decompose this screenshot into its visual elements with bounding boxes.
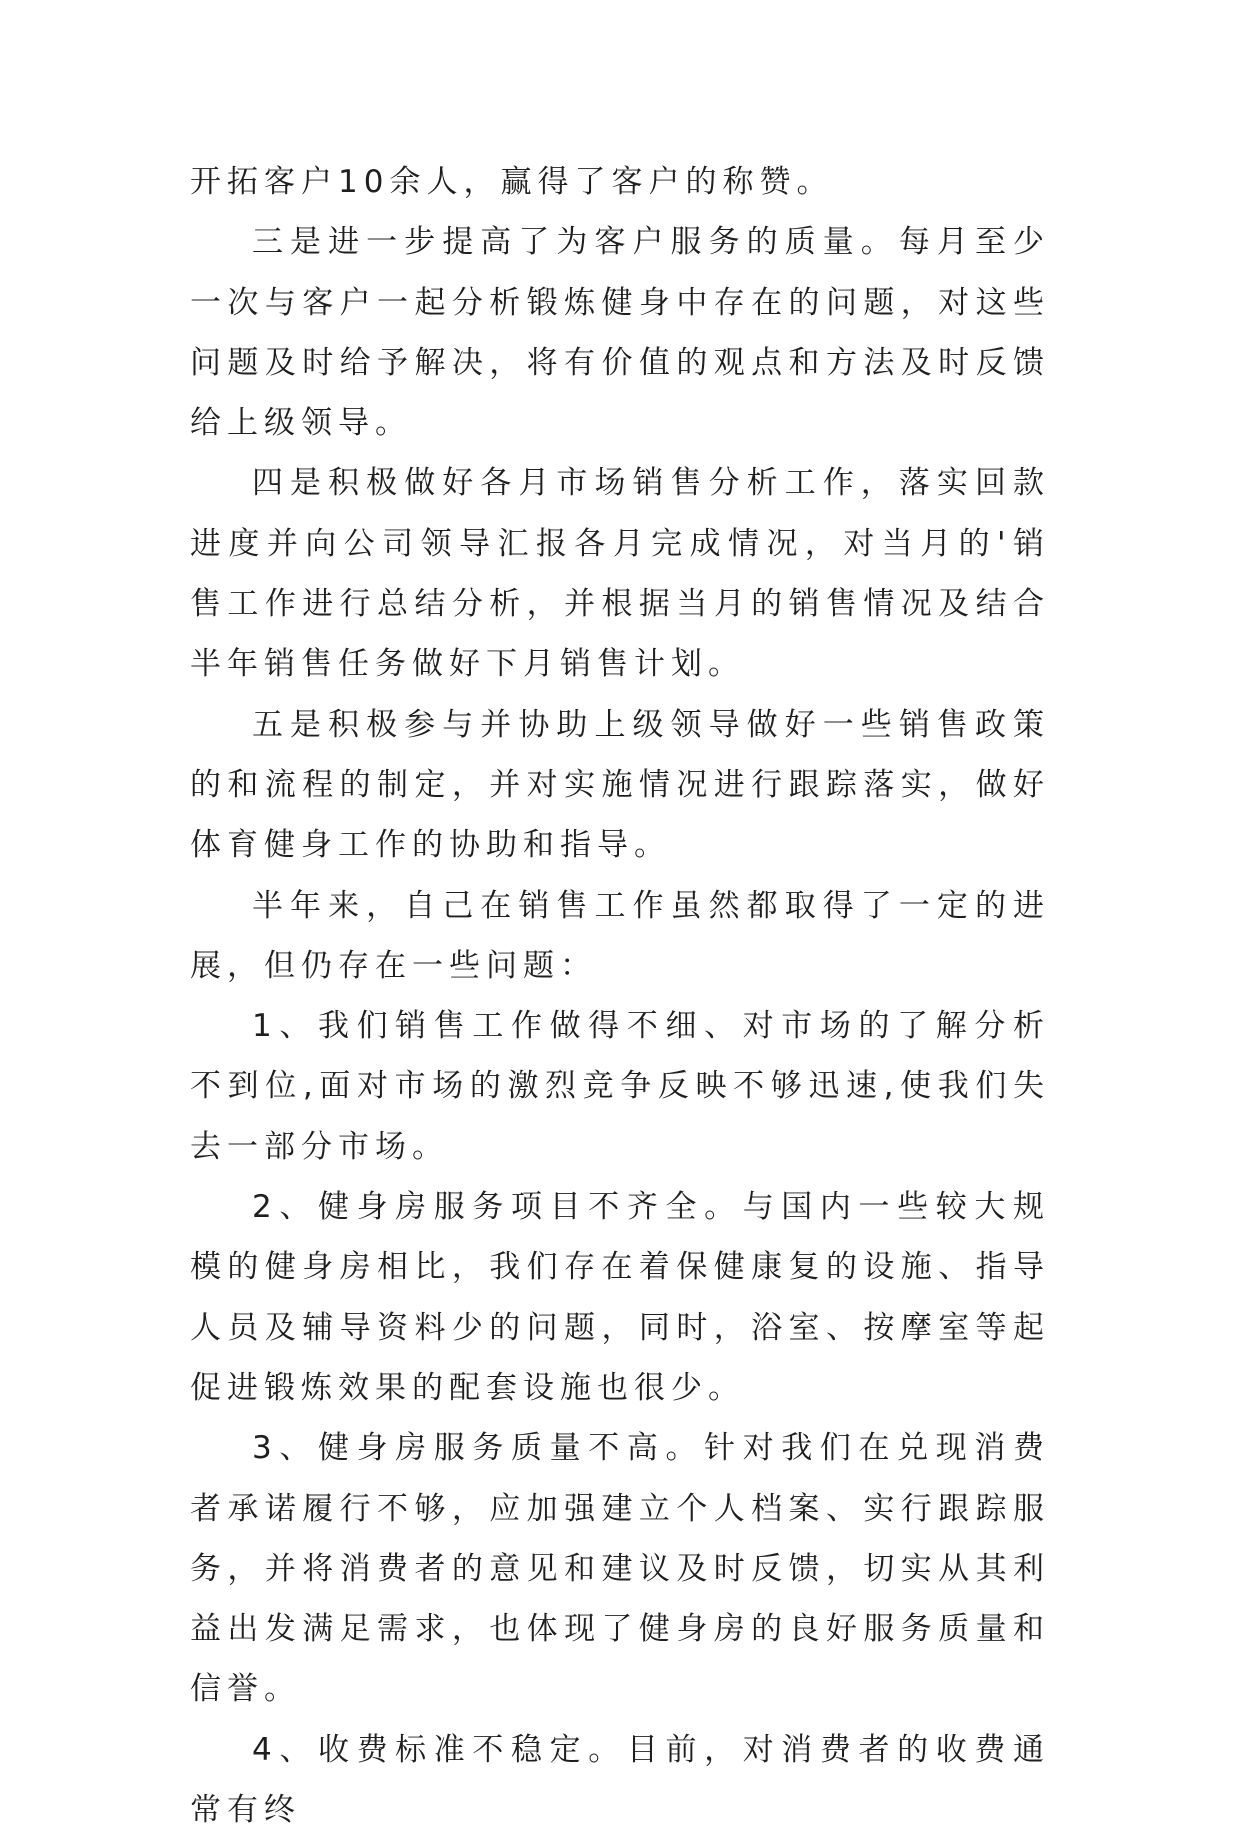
paragraph-problem-3: 3、健身房服务质量不高。针对我们在兑现消费者承诺履行不够，应加强建立个人档案、实行跟踪服务，并将消费者的意见和建议及时反馈，切实从其利益出发满足需求，也体现了健身房的良好服务质量和信誉。 <box>190 1430 1050 1708</box>
paragraph-continuation: 开拓客户10余人，赢得了客户的称赞。 <box>190 164 834 200</box>
paragraph-problems-intro: 半年来，自己在销售工作虽然都取得了一定的进展，但仍存在一些问题： <box>190 887 1050 984</box>
paragraph-problem-1: 1、我们销售工作做得不细、对市场的了解分析不到位,面对市场的激烈竞争反映不够迅速,使我们失去一部分市场。 <box>190 1008 1050 1165</box>
paragraph-point-five: 五是积极参与并协助上级领导做好一些销售政策的和流程的制定，并对实施情况进行跟踪落实，做好体育健身工作的协助和指导。 <box>190 706 1050 864</box>
paragraph-point-four: 四是积极做好各月市场销售分析工作，落实回款进度并向公司领导汇报各月完成情况，对当月的'销售工作进行总结分析，并根据当月的销售情况及结合半年销售任务做好下月销售计划。 <box>190 465 1050 683</box>
document-body <box>190 152 1050 1840</box>
paragraph-problem-2: 2、健身房服务项目不齐全。与国内一些较大规模的健身房相比，我们存在着保健康复的设施、指导人员及辅导资料少的问题，同时，浴室、按摩室等起促进锻炼效果的配套设施也很少。 <box>190 1189 1050 1406</box>
paragraph-point-three: 三是进一步提高了为客户服务的质量。每月至少一次与客户一起分析锻炼健身中存在的问题，对这些问题及时给予解决，将有价值的观点和方法及时反馈给上级领导。 <box>190 224 1050 442</box>
paragraph-problem-4: 4、收费标准不稳定。目前，对消费者的收费通常有终 <box>190 1731 1050 1829</box>
